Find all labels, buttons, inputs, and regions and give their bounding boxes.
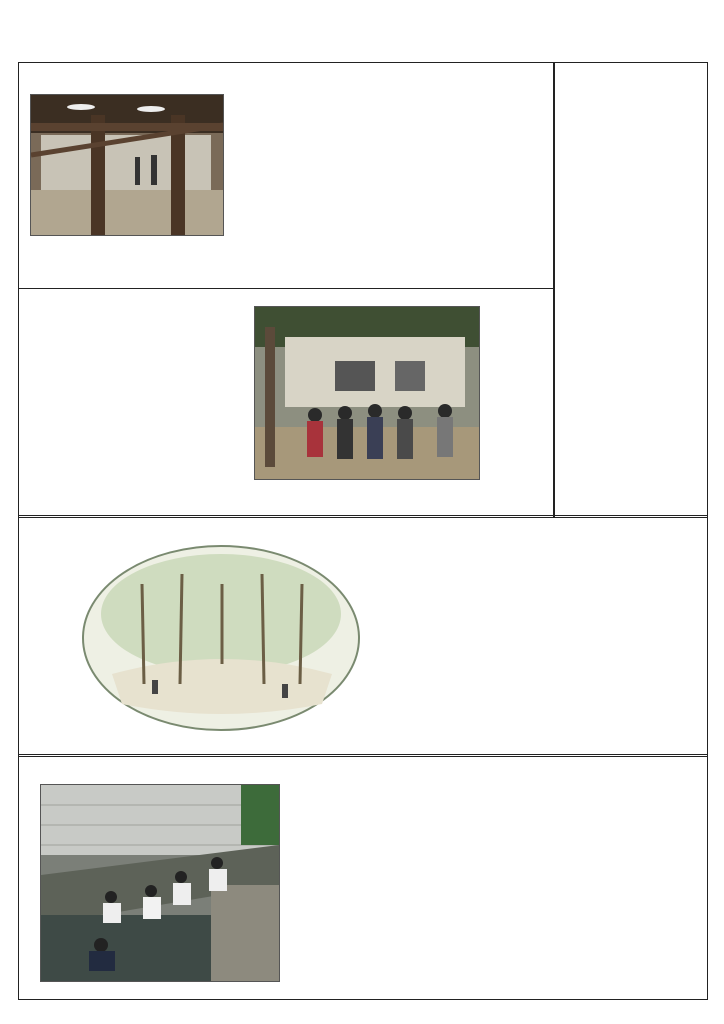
divider [18,288,553,289]
article2-text-3 [290,766,366,988]
article1-text-3 [232,72,318,280]
page-header [28,36,58,50]
article2-text-1 [504,766,652,988]
masthead-panel [553,62,708,518]
article1-text-9 [470,524,504,746]
article1-text-1 [375,72,473,280]
article1-text-2 [322,72,362,280]
article1-text-4 [200,296,242,506]
photo-exhibition [254,306,480,480]
photo-canal-cleanup [40,784,280,982]
article1-text-6 [24,296,124,506]
article1-text-8 [506,524,622,746]
article1-text-7 [622,524,698,746]
article2-text-2 [370,766,502,988]
article1-text-10 [396,524,468,746]
article1-text-5 [126,296,196,506]
photo-mulberry-house [30,94,224,236]
illustration-mulberry-forest [72,534,370,738]
